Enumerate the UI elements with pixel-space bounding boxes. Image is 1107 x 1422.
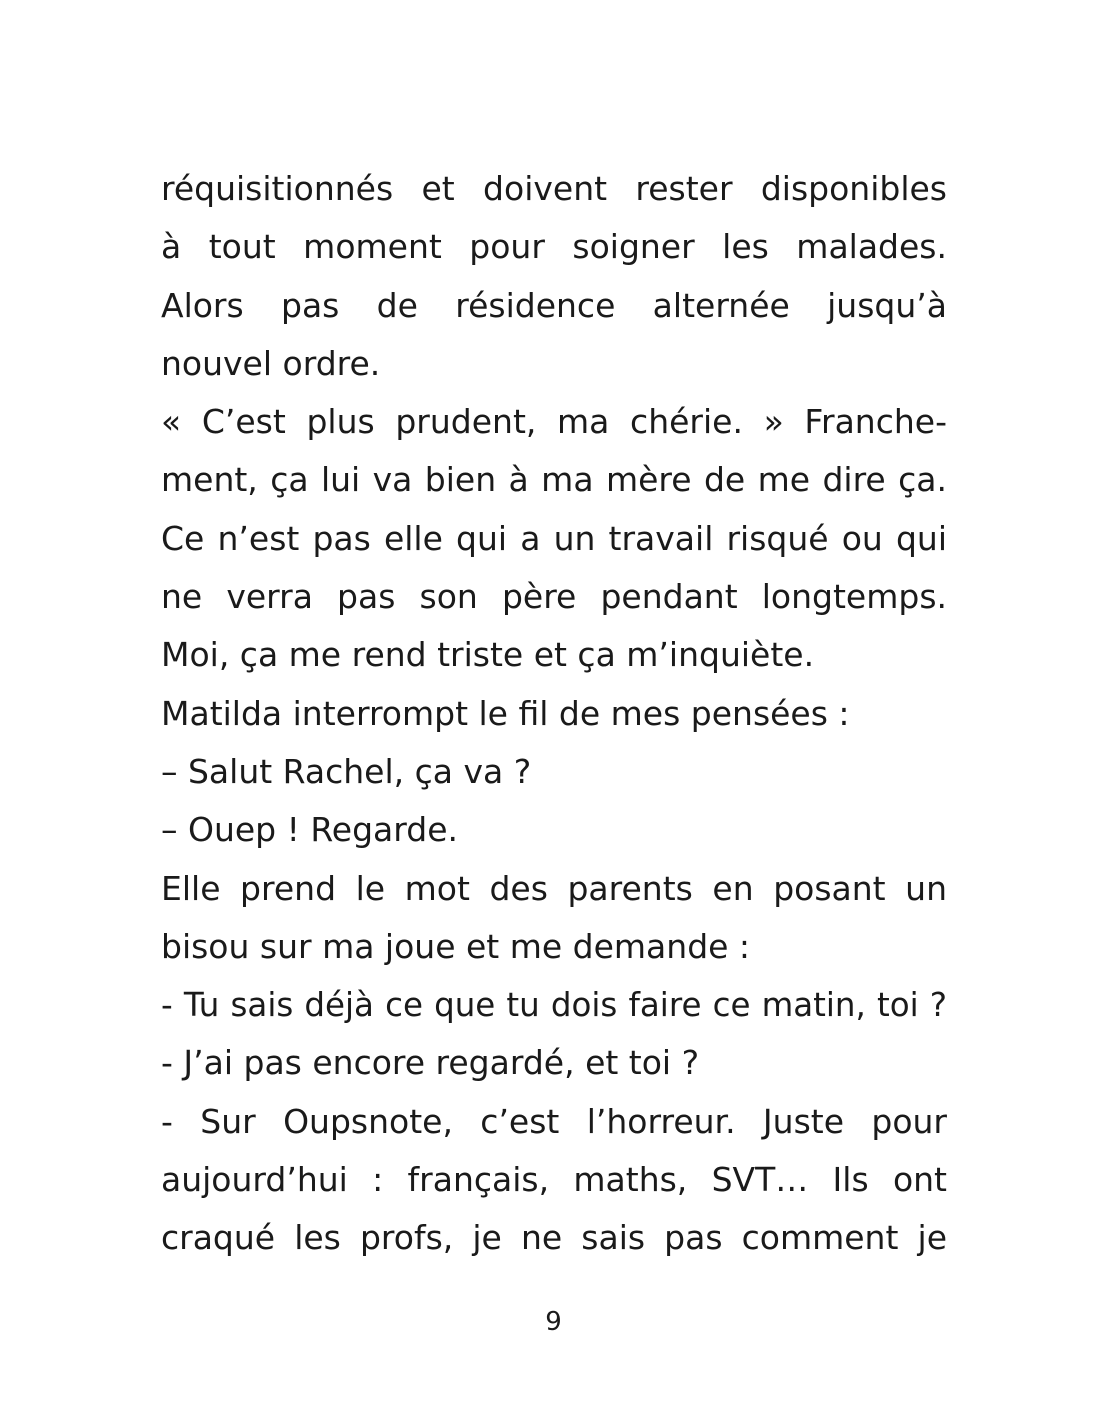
dialogue-line: – Salut Rachel, ça va ? (161, 751, 532, 791)
text-line: Elle prend le mot des parents en posant un (161, 868, 947, 908)
body-text (161, 160, 947, 1268)
dialogue-line: - Tu sais déjà ce que tu dois faire ce matin, toi ? (161, 986, 947, 1025)
text-line: Alors pas de résidence alternée jusqu’à (161, 285, 947, 325)
text-line: « C’est plus prudent, ma chérie. » Franche- (161, 402, 947, 442)
text-line: Matilda interrompt le fil de mes pensées : (161, 693, 850, 733)
dialogue-line: - Sur Oupsnote, c’est l’horreur. Juste pour (161, 1101, 947, 1141)
dialogue-line: – Ouep ! Regarde. (161, 810, 458, 850)
text-line: nouvel ordre. (161, 343, 381, 383)
text-line: ne verra pas son père pendant longtemps. (161, 577, 947, 617)
text-line: à tout moment pour soigner les malades. (161, 227, 947, 267)
text-line: Ce n’est pas elle qui a un travail risqué ou qui (161, 518, 947, 558)
dialogue-line: - J’ai pas encore regardé, et toi ? (161, 1043, 700, 1083)
text-line: bisou sur ma joue et me demande : (161, 926, 751, 966)
text-line: craqué les profs, je ne sais pas comment je (161, 1218, 947, 1258)
text-line: réquisitionnés et doivent rester disponibles (161, 169, 947, 208)
text-line: Moi, ça me rend triste et ça m’inquiète. (161, 635, 815, 675)
text-line: ment, ça lui va bien à ma mère de me dire ça. (161, 460, 947, 500)
text-line: aujourd’hui : français, maths, SVT… Ils ont (161, 1160, 947, 1200)
page-number: 9 (545, 1307, 562, 1337)
